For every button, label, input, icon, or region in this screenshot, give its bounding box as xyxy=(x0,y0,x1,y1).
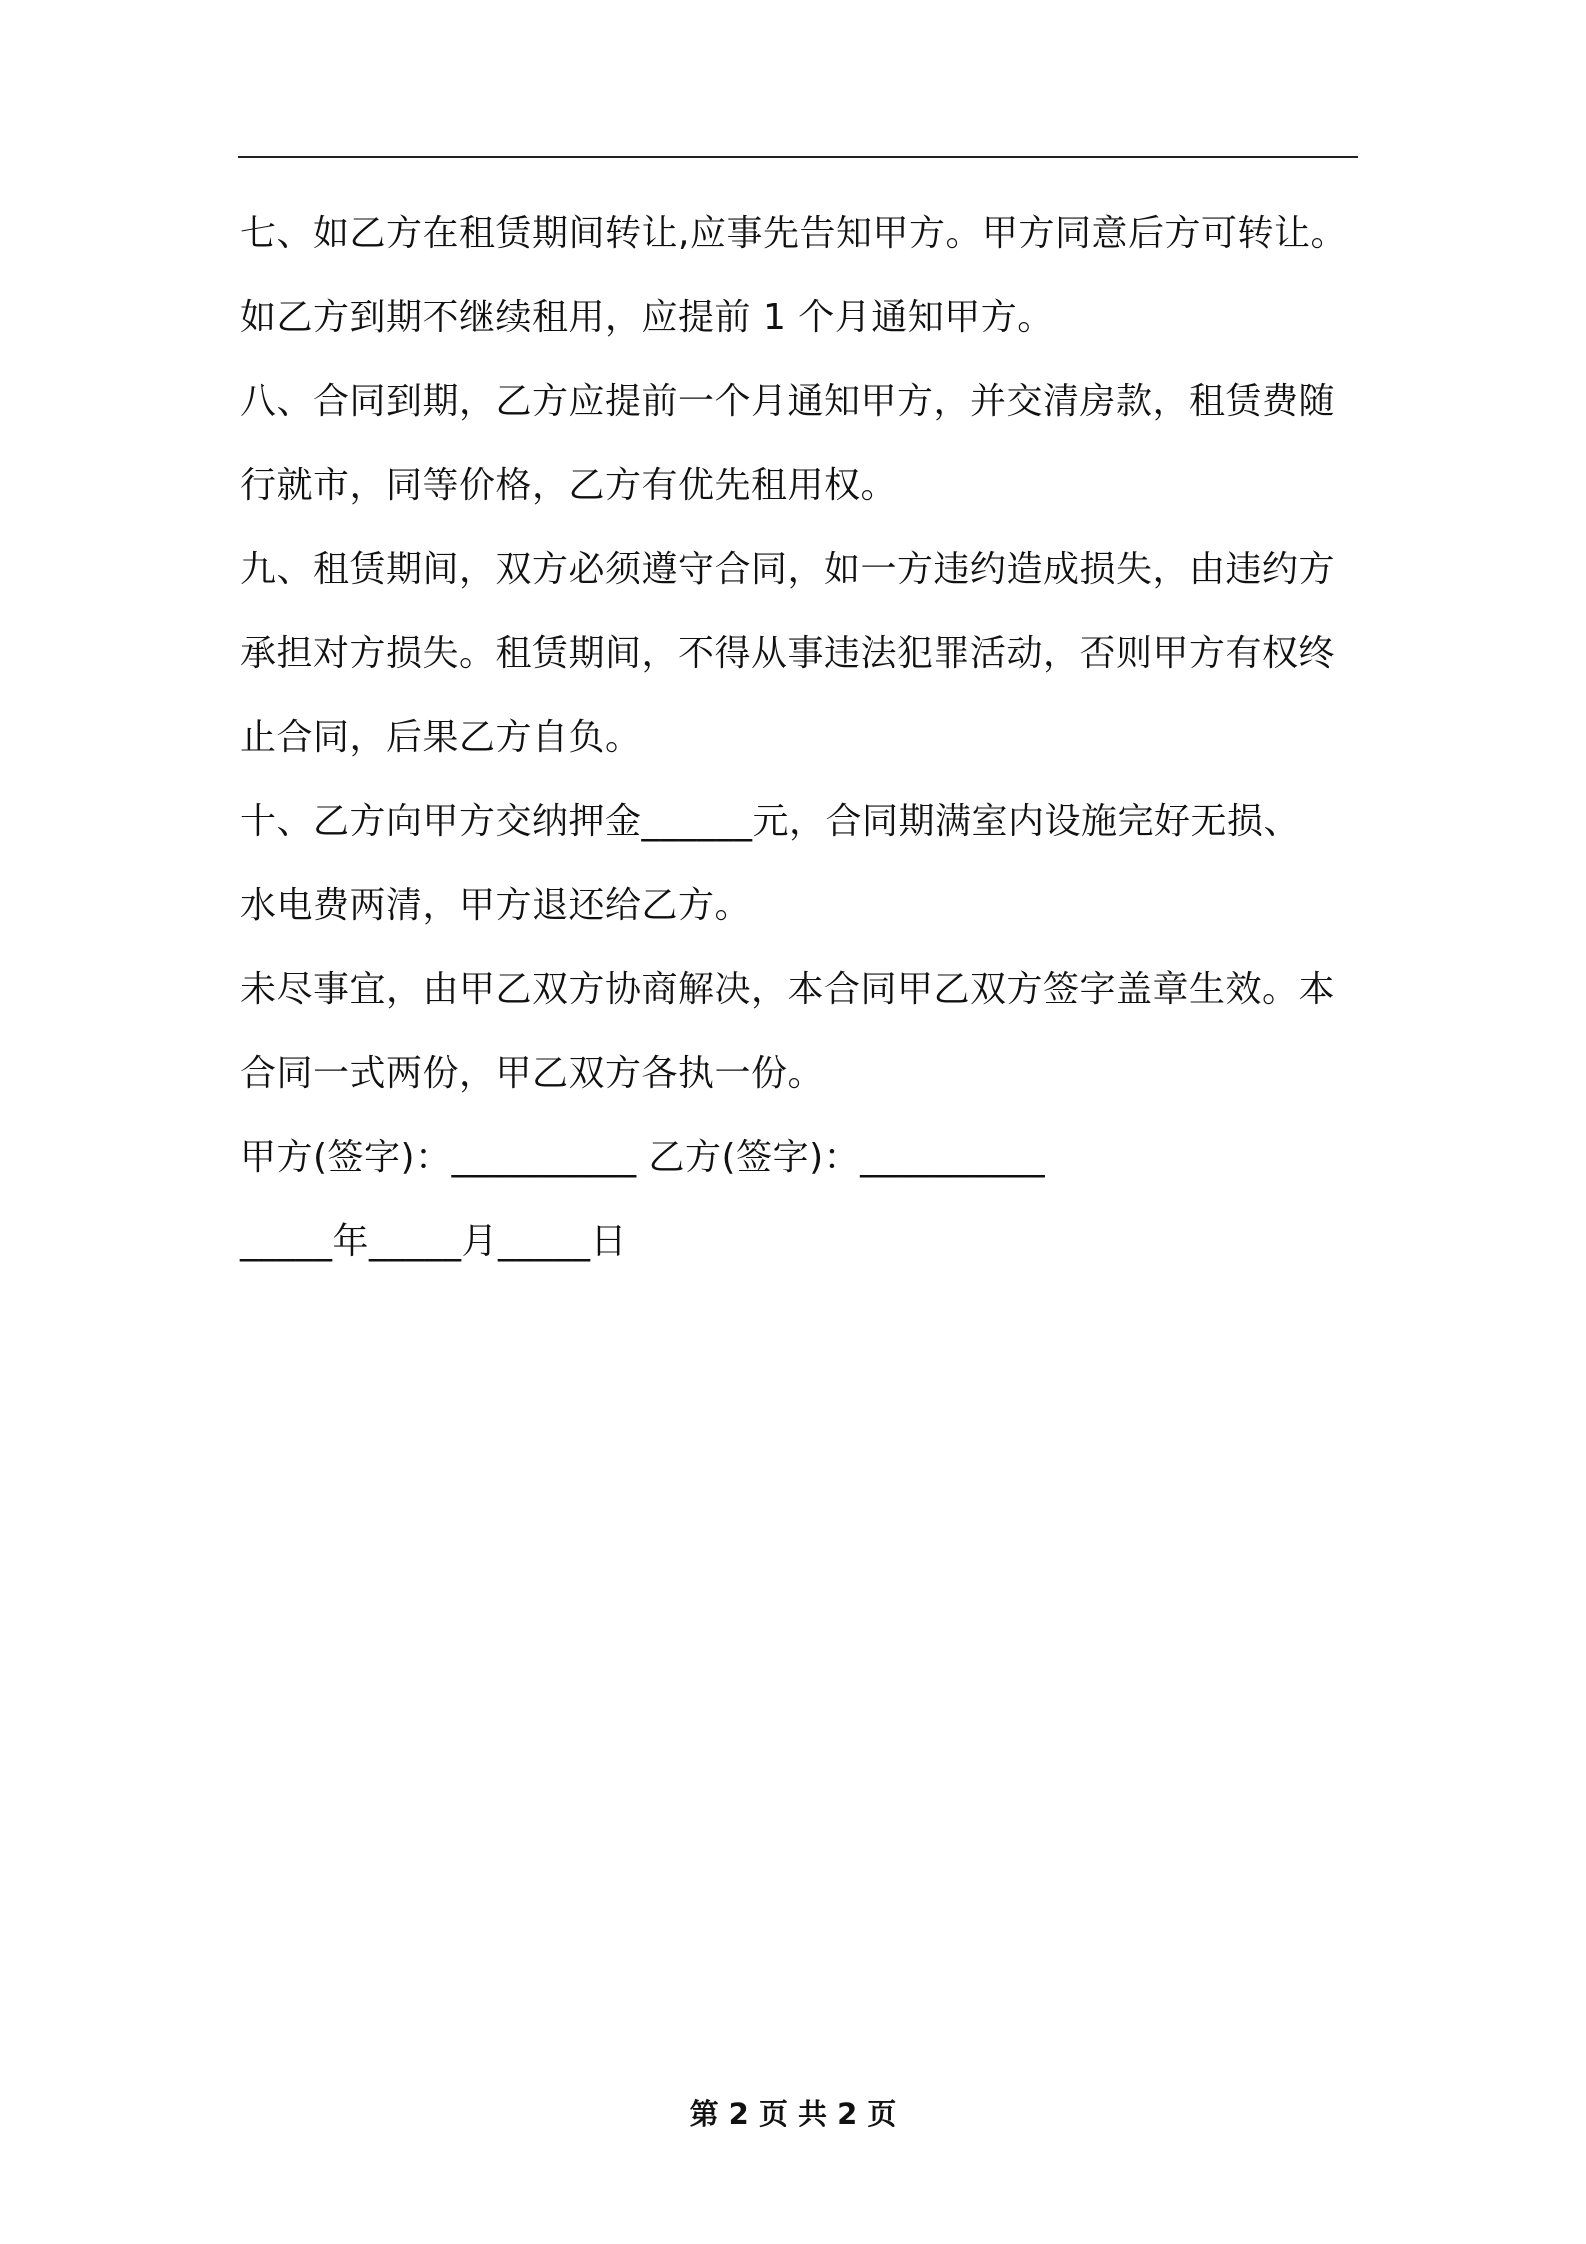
clause-8-line-2: 行就市，同等价格，乙方有优先租用权。 xyxy=(240,465,898,506)
clause-7-line-2: 如乙方到期不继续租用，应提前 1 个月通知甲方。 xyxy=(240,297,1054,338)
signature-line: 甲方(签字)：__________ 乙方(签字)：__________ xyxy=(240,1137,1046,1178)
closing-line-2: 合同一式两份，甲乙双方各执一份。 xyxy=(240,1053,825,1094)
clause-9-line-1: 九、租赁期间，双方必须遵守合同，如一方违约造成损失，由违约方 xyxy=(240,549,1336,590)
header-rule xyxy=(238,156,1358,158)
closing-line-1: 未尽事宜，由甲乙双方协商解决，本合同甲乙双方签字盖章生效。本 xyxy=(240,969,1336,1010)
clause-9-line-3: 止合同，后果乙方自负。 xyxy=(240,717,642,758)
clause-8-line-1: 八、合同到期，乙方应提前一个月通知甲方，并交清房款，租赁费随 xyxy=(240,381,1336,422)
clause-10-line-2: 水电费两清，甲方退还给乙方。 xyxy=(240,885,752,926)
page-number: 第 2 页 共 2 页 xyxy=(689,2097,897,2131)
clause-9-line-2: 承担对方损失。租赁期间，不得从事违法犯罪活动，否则甲方有权终 xyxy=(240,633,1336,674)
contract-body xyxy=(240,192,1362,1284)
clause-10-line-1: 十、乙方向甲方交纳押金______元，合同期满室内设施完好无损、 xyxy=(240,801,1301,842)
clause-7-line-1: 七、如乙方在租赁期间转让,应事先告知甲方。甲方同意后方可转让。 xyxy=(240,213,1347,254)
date-line: _____年_____月_____日 xyxy=(240,1221,628,1262)
